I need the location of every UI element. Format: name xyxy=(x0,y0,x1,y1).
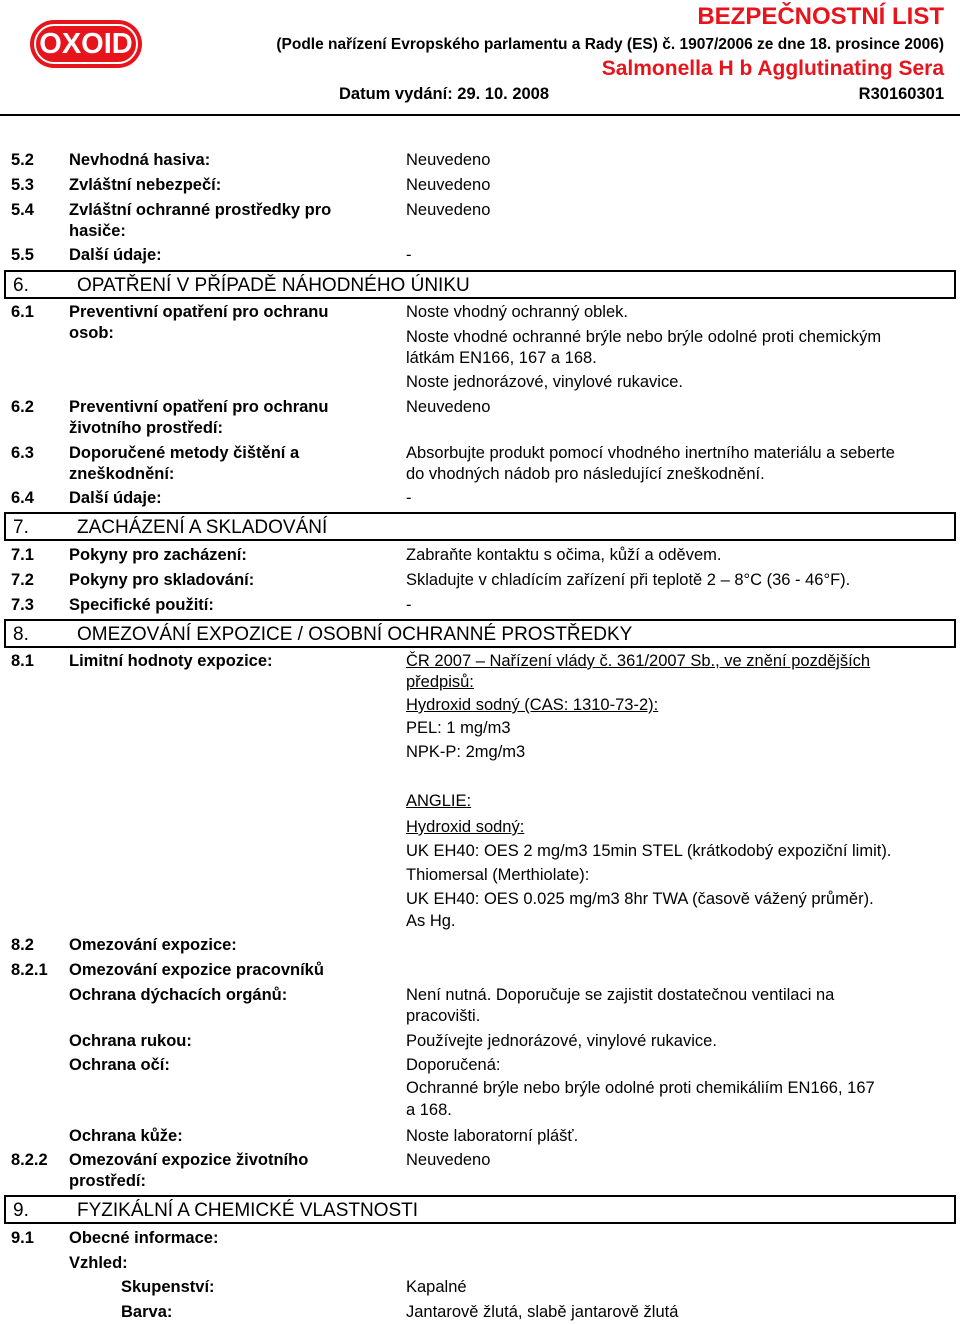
row-num: 8.2.2 xyxy=(11,1151,48,1169)
row-label: Omezování expozice pracovníků xyxy=(69,961,324,979)
row-label: prostředí: xyxy=(69,1172,147,1190)
row-value: Skladujte v chladícím zařízení při teplotě 2 – 8°C (36 - 46°F). xyxy=(406,571,851,589)
section-title: OPATŘENÍ V PŘÍPADĚ NÁHODNÉHO ÚNIKU xyxy=(77,275,470,296)
row-value: do vhodných nádob pro následující zneškodnění. xyxy=(406,465,765,483)
row-label: Další údaje: xyxy=(69,489,162,507)
row-num: 8.2 xyxy=(11,936,34,954)
row-label: Omezování expozice životního xyxy=(69,1151,309,1169)
row-label: Limitní hodnoty expozice: xyxy=(69,652,273,670)
row-label: Specifické použití: xyxy=(69,596,214,614)
row-value: Absorbujte produkt pomocí vhodného inertního materiálu a seberte xyxy=(406,444,895,462)
oxoid-logo: OXOID xyxy=(30,20,142,68)
limit-value: NPK-P: 2mg/m3 xyxy=(406,743,526,761)
limit-value: UK EH40: OES 2 mg/m3 15min STEL (krátkodobý expoziční limit). xyxy=(406,842,892,860)
row-value: Kapalné xyxy=(406,1278,467,1296)
section-header-9 xyxy=(4,1195,956,1224)
row-num: 5.2 xyxy=(11,151,34,169)
row-value: a 168. xyxy=(406,1101,452,1119)
limit-value: PEL: 1 mg/m3 xyxy=(406,719,511,737)
row-num: 6.2 xyxy=(11,398,34,416)
document-code: R30160301 xyxy=(858,85,944,103)
row-value: Neuvedeno xyxy=(406,201,491,219)
row-label: Ochrana kůže: xyxy=(69,1127,183,1145)
row-label: Další údaje: xyxy=(69,246,162,264)
row-value: - xyxy=(406,596,412,614)
row-label: Skupenství: xyxy=(121,1278,215,1296)
document-title: BEZPEČNOSTNÍ LIST xyxy=(697,3,944,30)
row-label: Doporučené metody čištění a xyxy=(69,444,300,462)
row-value: Není nutná. Doporučuje se zajistit dostatečnou ventilaci na xyxy=(406,986,835,1004)
row-num: 9.1 xyxy=(11,1229,34,1247)
row-value: pracovišti. xyxy=(406,1007,481,1025)
row-label: Barva: xyxy=(121,1303,173,1321)
row-num: 6.4 xyxy=(11,489,34,507)
row-value: Noste vhodný ochranný oblek. xyxy=(406,303,628,321)
row-label: Zvláštní nebezpečí: xyxy=(69,176,222,194)
row-num: 7.3 xyxy=(11,596,34,614)
row-label: Omezování expozice: xyxy=(69,936,237,954)
limit-cz-heading: ČR 2007 – Nařízení vlády č. 361/2007 Sb., ve znění pozdějších xyxy=(406,652,871,670)
row-value: Neuvedeno xyxy=(406,176,491,194)
section-title: OMEZOVÁNÍ EXPOZICE / OSOBNÍ OCHRANNÉ PROSTŘEDKY xyxy=(77,624,633,645)
issue-date: Datum vydání: 29. 10. 2008 xyxy=(339,85,550,103)
row-num: 6.3 xyxy=(11,444,34,462)
row-label: Zvláštní ochranné prostředky pro xyxy=(69,201,332,219)
header-divider xyxy=(0,114,960,116)
product-name: Salmonella H b Agglutinating Sera xyxy=(601,57,944,80)
row-value: Neuvedeno xyxy=(406,398,491,416)
row-label: Vzhled: xyxy=(69,1254,128,1272)
section-header-6 xyxy=(4,270,956,299)
limit-value: As Hg. xyxy=(406,912,456,930)
row-label: Preventivní opatření pro ochranu xyxy=(69,398,329,416)
section-title: ZACHÁZENÍ A SKLADOVÁNÍ xyxy=(77,517,328,538)
row-label: Pokyny pro skladování: xyxy=(69,571,255,589)
row-value: Neuvedeno xyxy=(406,151,491,169)
row-value: Používejte jednorázové, vinylové rukavice. xyxy=(406,1032,717,1050)
section-number: 7. xyxy=(13,517,29,538)
regulation-note: (Podle nařízení Evropského parlamentu a Rady (ES) č. 1907/2006 ze dne 18. prosince 2006) xyxy=(276,36,944,53)
row-value: Doporučená: xyxy=(406,1056,501,1074)
row-label: Pokyny pro zacházení: xyxy=(69,546,247,564)
row-label: Ochrana očí: xyxy=(69,1056,170,1074)
row-num: 5.5 xyxy=(11,246,34,264)
row-label: Obecné informace: xyxy=(69,1229,219,1247)
row-value: látkám EN166, 167 a 168. xyxy=(406,349,597,367)
section-number: 6. xyxy=(13,275,29,296)
row-label: zneškodnění: xyxy=(69,465,175,483)
limit-uk-heading: ANGLIE: xyxy=(406,792,472,810)
row-label: Ochrana rukou: xyxy=(69,1032,192,1050)
row-label: osob: xyxy=(69,324,114,342)
row-label: Nevhodná hasiva: xyxy=(69,151,211,169)
row-value: Neuvedeno xyxy=(406,1151,491,1169)
row-num: 5.3 xyxy=(11,176,34,194)
section-number: 9. xyxy=(13,1200,29,1221)
row-value: Zabraňte kontaktu s očima, kůží a oděvem. xyxy=(406,546,722,564)
limit-cz-heading: předpisů: xyxy=(406,673,474,691)
section-header-8 xyxy=(4,619,956,648)
row-num: 7.1 xyxy=(11,546,34,564)
section-number: 8. xyxy=(13,624,29,645)
row-label: hasiče: xyxy=(69,222,126,240)
row-value: Noste laboratorní plášť. xyxy=(406,1127,579,1145)
row-num: 8.2.1 xyxy=(11,961,48,979)
limit-substance: Hydroxid sodný: xyxy=(406,818,525,836)
limit-value: UK EH40: OES 0.025 mg/m3 8hr TWA (časově vážený průměr). xyxy=(406,890,874,908)
row-label: Ochrana dýchacích orgánů: xyxy=(69,986,288,1004)
row-num: 7.2 xyxy=(11,571,34,589)
section-header-7 xyxy=(4,512,956,541)
row-num: 8.1 xyxy=(11,652,34,670)
row-num: 5.4 xyxy=(11,201,34,219)
row-label: Preventivní opatření pro ochranu xyxy=(69,303,329,321)
row-value: - xyxy=(406,489,412,507)
row-value: Ochranné brýle nebo brýle odolné proti chemikáliím EN166, 167 xyxy=(406,1079,875,1097)
row-value: Noste vhodné ochranné brýle nebo brýle odolné proti chemickým xyxy=(406,328,882,346)
row-value: Noste jednorázové, vinylové rukavice. xyxy=(406,373,683,391)
row-value: - xyxy=(406,246,412,264)
limit-substance: Thiomersal (Merthiolate): xyxy=(406,866,590,884)
row-label: životního prostředí: xyxy=(69,419,223,437)
limit-substance: Hydroxid sodný (CAS: 1310-73-2): xyxy=(406,696,659,714)
row-num: 6.1 xyxy=(11,303,34,321)
section-title: FYZIKÁLNÍ A CHEMICKÉ VLASTNOSTI xyxy=(77,1200,419,1221)
row-value: Jantarově žlutá, slabě jantarově žlutá xyxy=(406,1303,679,1321)
